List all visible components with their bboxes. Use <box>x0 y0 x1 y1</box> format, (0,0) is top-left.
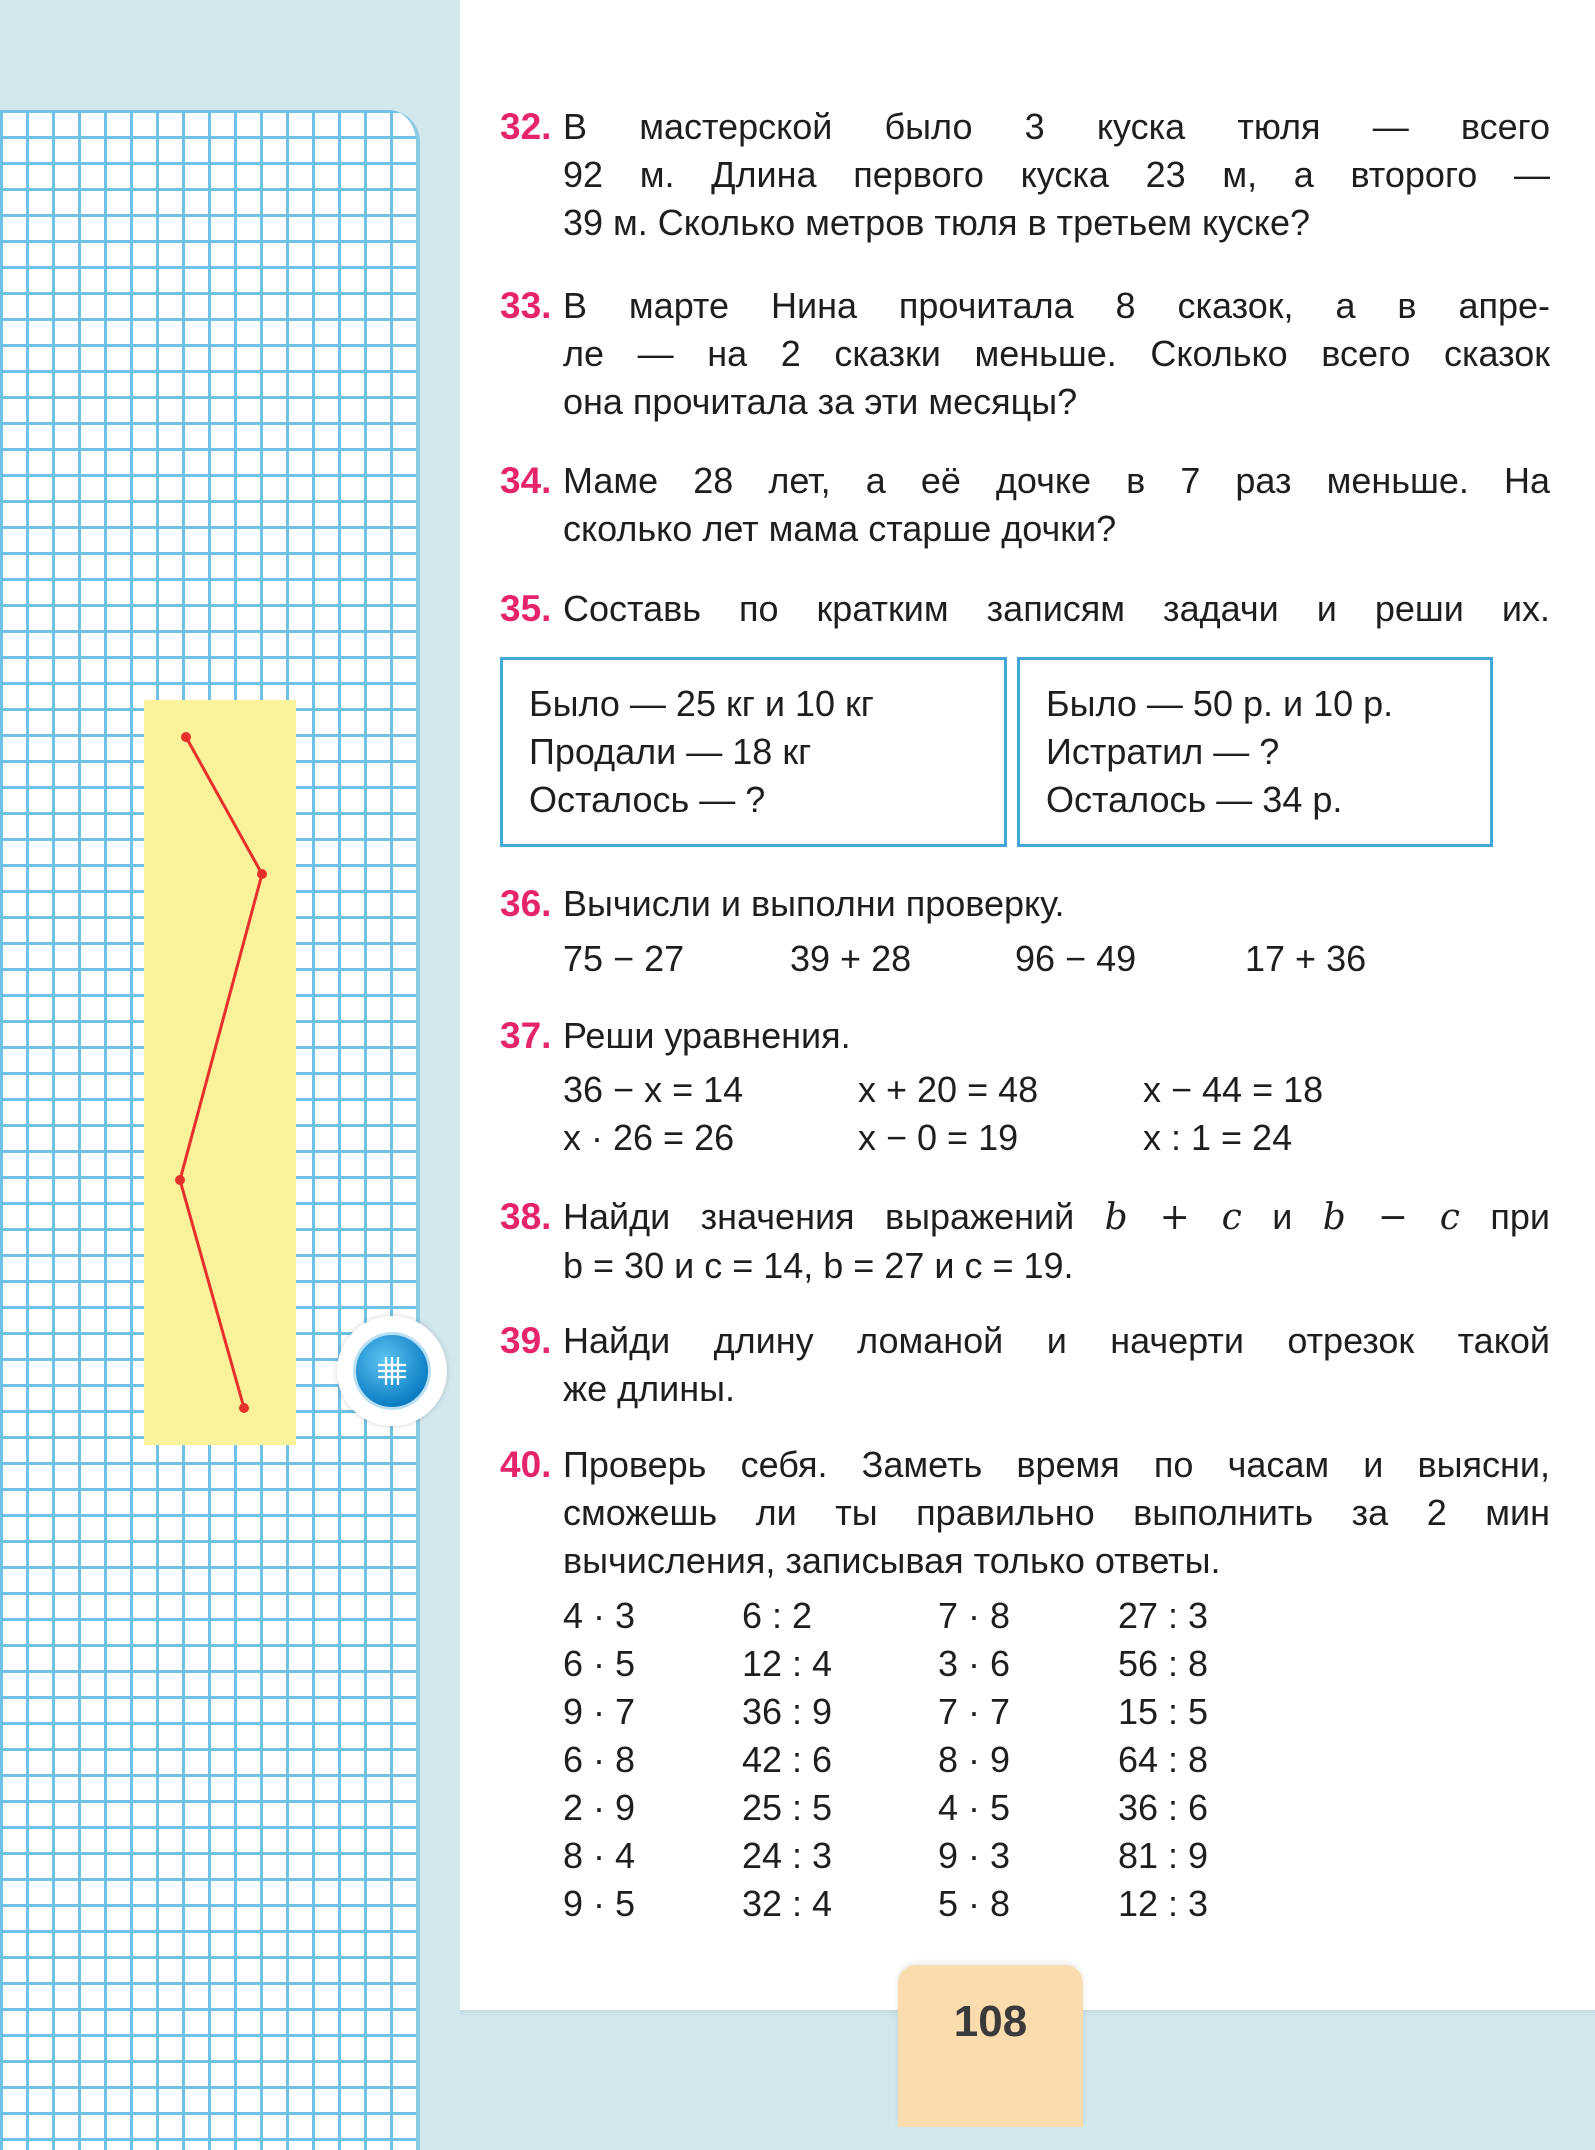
problem-text-line: В марте Нина прочитала 8 сказок, а в апре- <box>563 285 1550 326</box>
computation: 9 · 5 <box>563 1883 636 1924</box>
computation: 32 : 4 <box>742 1883 833 1924</box>
computation: 5 · 8 <box>938 1883 1011 1924</box>
textbook-page <box>460 0 1595 2010</box>
problem-38 <box>500 1193 1550 1290</box>
computation: 56 : 8 <box>1118 1643 1209 1684</box>
equation: x − 0 = 19 <box>858 1117 1019 1158</box>
expression: b − c <box>1322 1197 1460 1238</box>
computation: 8 · 4 <box>563 1835 636 1876</box>
problem-number: 33. <box>500 285 552 326</box>
computation: 42 : 6 <box>742 1739 833 1780</box>
computation: 12 : 4 <box>742 1643 833 1684</box>
computation: 27 : 3 <box>1118 1595 1209 1636</box>
text-fragment: при <box>1490 1196 1550 1237</box>
expression: 39 + 28 <box>790 938 912 979</box>
computation: 6 : 2 <box>742 1595 813 1636</box>
problem-number: 40. <box>500 1444 552 1485</box>
page-number-tab <box>898 1965 1083 2127</box>
computation: 6 · 5 <box>563 1643 636 1684</box>
equation: x : 1 = 24 <box>1143 1117 1293 1158</box>
problem-35 <box>500 585 1550 633</box>
box-line: Истратил — ? <box>1046 731 1280 772</box>
short-record-box-2 <box>1017 657 1493 847</box>
computation: 24 : 3 <box>742 1835 833 1876</box>
text-fragment: Найди значения выражений <box>563 1196 1075 1237</box>
computation: 9 · 3 <box>938 1835 1011 1876</box>
computation: 7 · 8 <box>938 1595 1011 1636</box>
page-number: 108 <box>953 1997 1028 2046</box>
problem-text-line: Составь по кратким записям задачи и реши их. <box>563 588 1550 629</box>
problem-text-line: вычисления, записывая только ответы. <box>563 1540 1221 1581</box>
problem-32 <box>500 103 1550 247</box>
problem-text-line: Вычисли и выполни проверку. <box>563 883 1065 924</box>
computation-column-3 <box>938 1592 1010 1928</box>
computation: 8 · 9 <box>938 1739 1011 1780</box>
computation: 64 : 8 <box>1118 1739 1209 1780</box>
problem-text-line: сможешь ли ты правильно выполнить за 2 мин <box>563 1492 1550 1533</box>
problem-text-line: ле — на 2 сказки меньше. Сколько всего сказок <box>563 333 1550 374</box>
box-line: Продали — 18 кг <box>529 731 812 772</box>
text-fragment: и <box>1272 1196 1293 1237</box>
computation: 4 · 3 <box>563 1595 636 1636</box>
problem-number: 38. <box>500 1196 552 1237</box>
computation-column-4 <box>1118 1592 1208 1928</box>
problem-number: 35. <box>500 588 552 629</box>
equation: x · 26 = 26 <box>563 1117 735 1158</box>
problem-36 <box>500 880 1550 928</box>
expression: b + c <box>1104 1197 1242 1238</box>
computation-column-1 <box>563 1592 635 1928</box>
problem-text-line <box>563 1193 1550 1242</box>
grid-tool-button[interactable] <box>337 1316 447 1426</box>
equation: x − 44 = 18 <box>1143 1069 1324 1110</box>
problem-number: 34. <box>500 460 552 501</box>
problem-number: 37. <box>500 1015 552 1056</box>
problem-number: 39. <box>500 1320 552 1361</box>
problem-text-line: В мастерской было 3 куска тюля — всего <box>563 106 1550 147</box>
computation: 15 : 5 <box>1118 1691 1209 1732</box>
polyline-card <box>144 700 296 1445</box>
computation: 25 : 5 <box>742 1787 833 1828</box>
problem-number: 32. <box>500 106 552 147</box>
computation: 36 : 9 <box>742 1691 833 1732</box>
box-line: Осталось — ? <box>529 779 766 820</box>
problem-text-line: Найди длину ломаной и начерти отрезок такой <box>563 1320 1550 1361</box>
computation: 2 · 9 <box>563 1787 636 1828</box>
problem-number: 36. <box>500 883 552 924</box>
problem-text-line: она прочитала за эти месяцы? <box>563 381 1078 422</box>
computation: 3 · 6 <box>938 1643 1011 1684</box>
problem-text-line: Маме 28 лет, а её дочке в 7 раз меньше. На <box>563 460 1550 501</box>
problem-text-line: Проверь себя. Заметь время по часам и выясни, <box>563 1444 1550 1485</box>
problem-text-line: 92 м. Длина первого куска 23 м, а второго — <box>563 154 1550 195</box>
computation: 81 : 9 <box>1118 1835 1209 1876</box>
problem-text-line: же длины. <box>563 1368 735 1409</box>
short-record-box-1 <box>500 657 1007 847</box>
problem-text-line: Реши уравнения. <box>563 1015 851 1056</box>
equation: 36 − x = 14 <box>563 1069 744 1110</box>
broken-line-figure <box>144 700 296 1445</box>
problem-text-line: 39 м. Сколько метров тюля в третьем куске? <box>563 202 1310 243</box>
problem-37 <box>500 1012 1550 1060</box>
computation: 7 · 7 <box>938 1691 1011 1732</box>
box-line: Осталось — 34 р. <box>1046 779 1343 820</box>
computation-column-2 <box>742 1592 832 1928</box>
box-line: Было — 50 р. и 10 р. <box>1046 683 1394 724</box>
problem-text-line: сколько лет мама старше дочки? <box>563 508 1117 549</box>
problem-text-line: b = 30 и c = 14, b = 27 и c = 19. <box>563 1245 1074 1286</box>
grid-paper-panel <box>0 110 420 2150</box>
equation: x + 20 = 48 <box>858 1069 1039 1110</box>
expression: 75 − 27 <box>563 938 685 979</box>
box-line: Было — 25 кг и 10 кг <box>529 683 874 724</box>
problem-40 <box>500 1441 1550 1585</box>
computation: 6 · 8 <box>563 1739 636 1780</box>
problem-33 <box>500 282 1550 426</box>
expression: 96 − 49 <box>1015 938 1137 979</box>
computation: 9 · 7 <box>563 1691 636 1732</box>
grid-icon <box>353 1332 431 1410</box>
computation: 12 : 3 <box>1118 1883 1209 1924</box>
problem-39 <box>500 1317 1550 1413</box>
computation: 36 : 6 <box>1118 1787 1209 1828</box>
expression: 17 + 36 <box>1245 938 1367 979</box>
problem-34 <box>500 457 1550 553</box>
computation: 4 · 5 <box>938 1787 1011 1828</box>
